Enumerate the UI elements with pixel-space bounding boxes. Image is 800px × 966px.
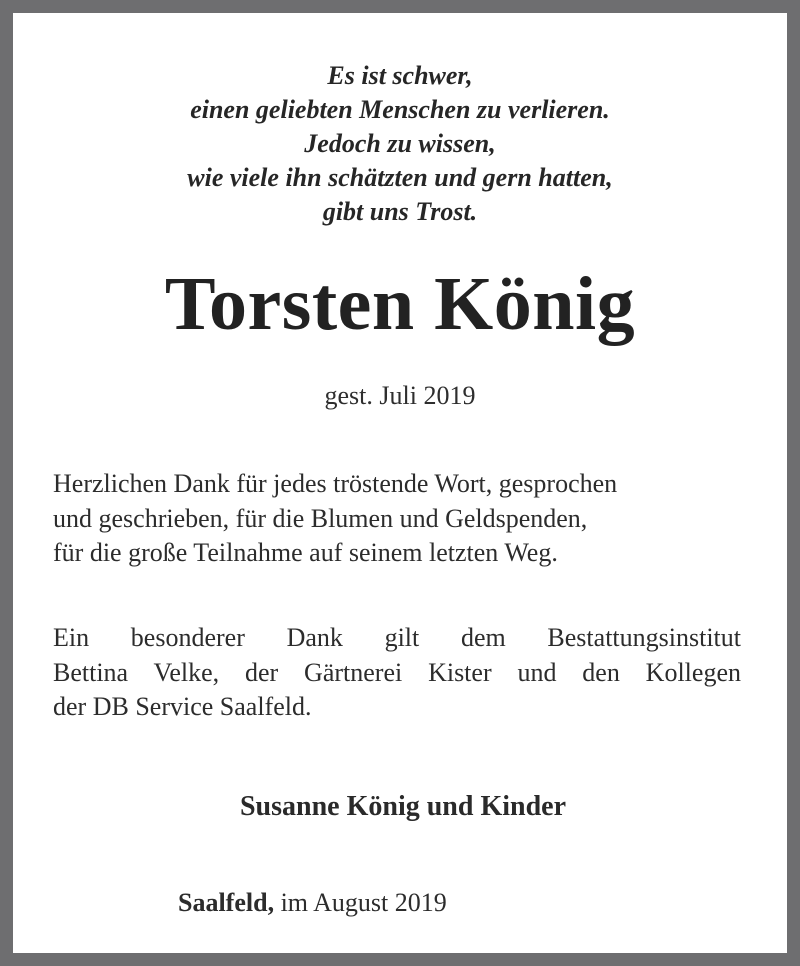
thanks-line: für die große Teilnahme auf seinem letzten Weg. <box>53 538 558 567</box>
place-and-date <box>178 886 447 920</box>
special-thanks-paragraph <box>53 621 741 725</box>
signature-date: im August 2019 <box>280 888 447 917</box>
thanks-line: und geschrieben, für die Blumen und Geldspenden, <box>53 503 588 533</box>
thanks-paragraph <box>53 467 753 571</box>
special-thanks-line: der DB Service Saalfeld. <box>53 692 312 721</box>
deceased-name: Torsten König <box>164 262 636 346</box>
poem-line: Es ist schwer, <box>327 61 473 90</box>
poem-line: gibt uns Trost. <box>322 197 478 226</box>
condolence-poem <box>13 59 787 229</box>
date-of-death: gest. Juli 2019 <box>324 381 476 410</box>
family-signature: Susanne König und Kinder <box>239 791 567 822</box>
place-name: Saalfeld, <box>178 888 275 917</box>
special-thanks-line: Bettina Velke, der Gärtnerei Kister und den Kollegen <box>53 657 741 687</box>
poem-line: einen geliebten Menschen zu verlieren. <box>190 95 610 124</box>
poem-line: Jedoch zu wissen, <box>304 129 496 158</box>
thanks-line: Herzlichen Dank für jedes tröstende Wort, gesprochen <box>53 469 618 498</box>
special-thanks-line: Ein besonderer Dank gilt dem Bestattungsinstitut <box>53 623 741 652</box>
poem-line: wie viele ihn schätzten und gern hatten, <box>187 163 613 192</box>
